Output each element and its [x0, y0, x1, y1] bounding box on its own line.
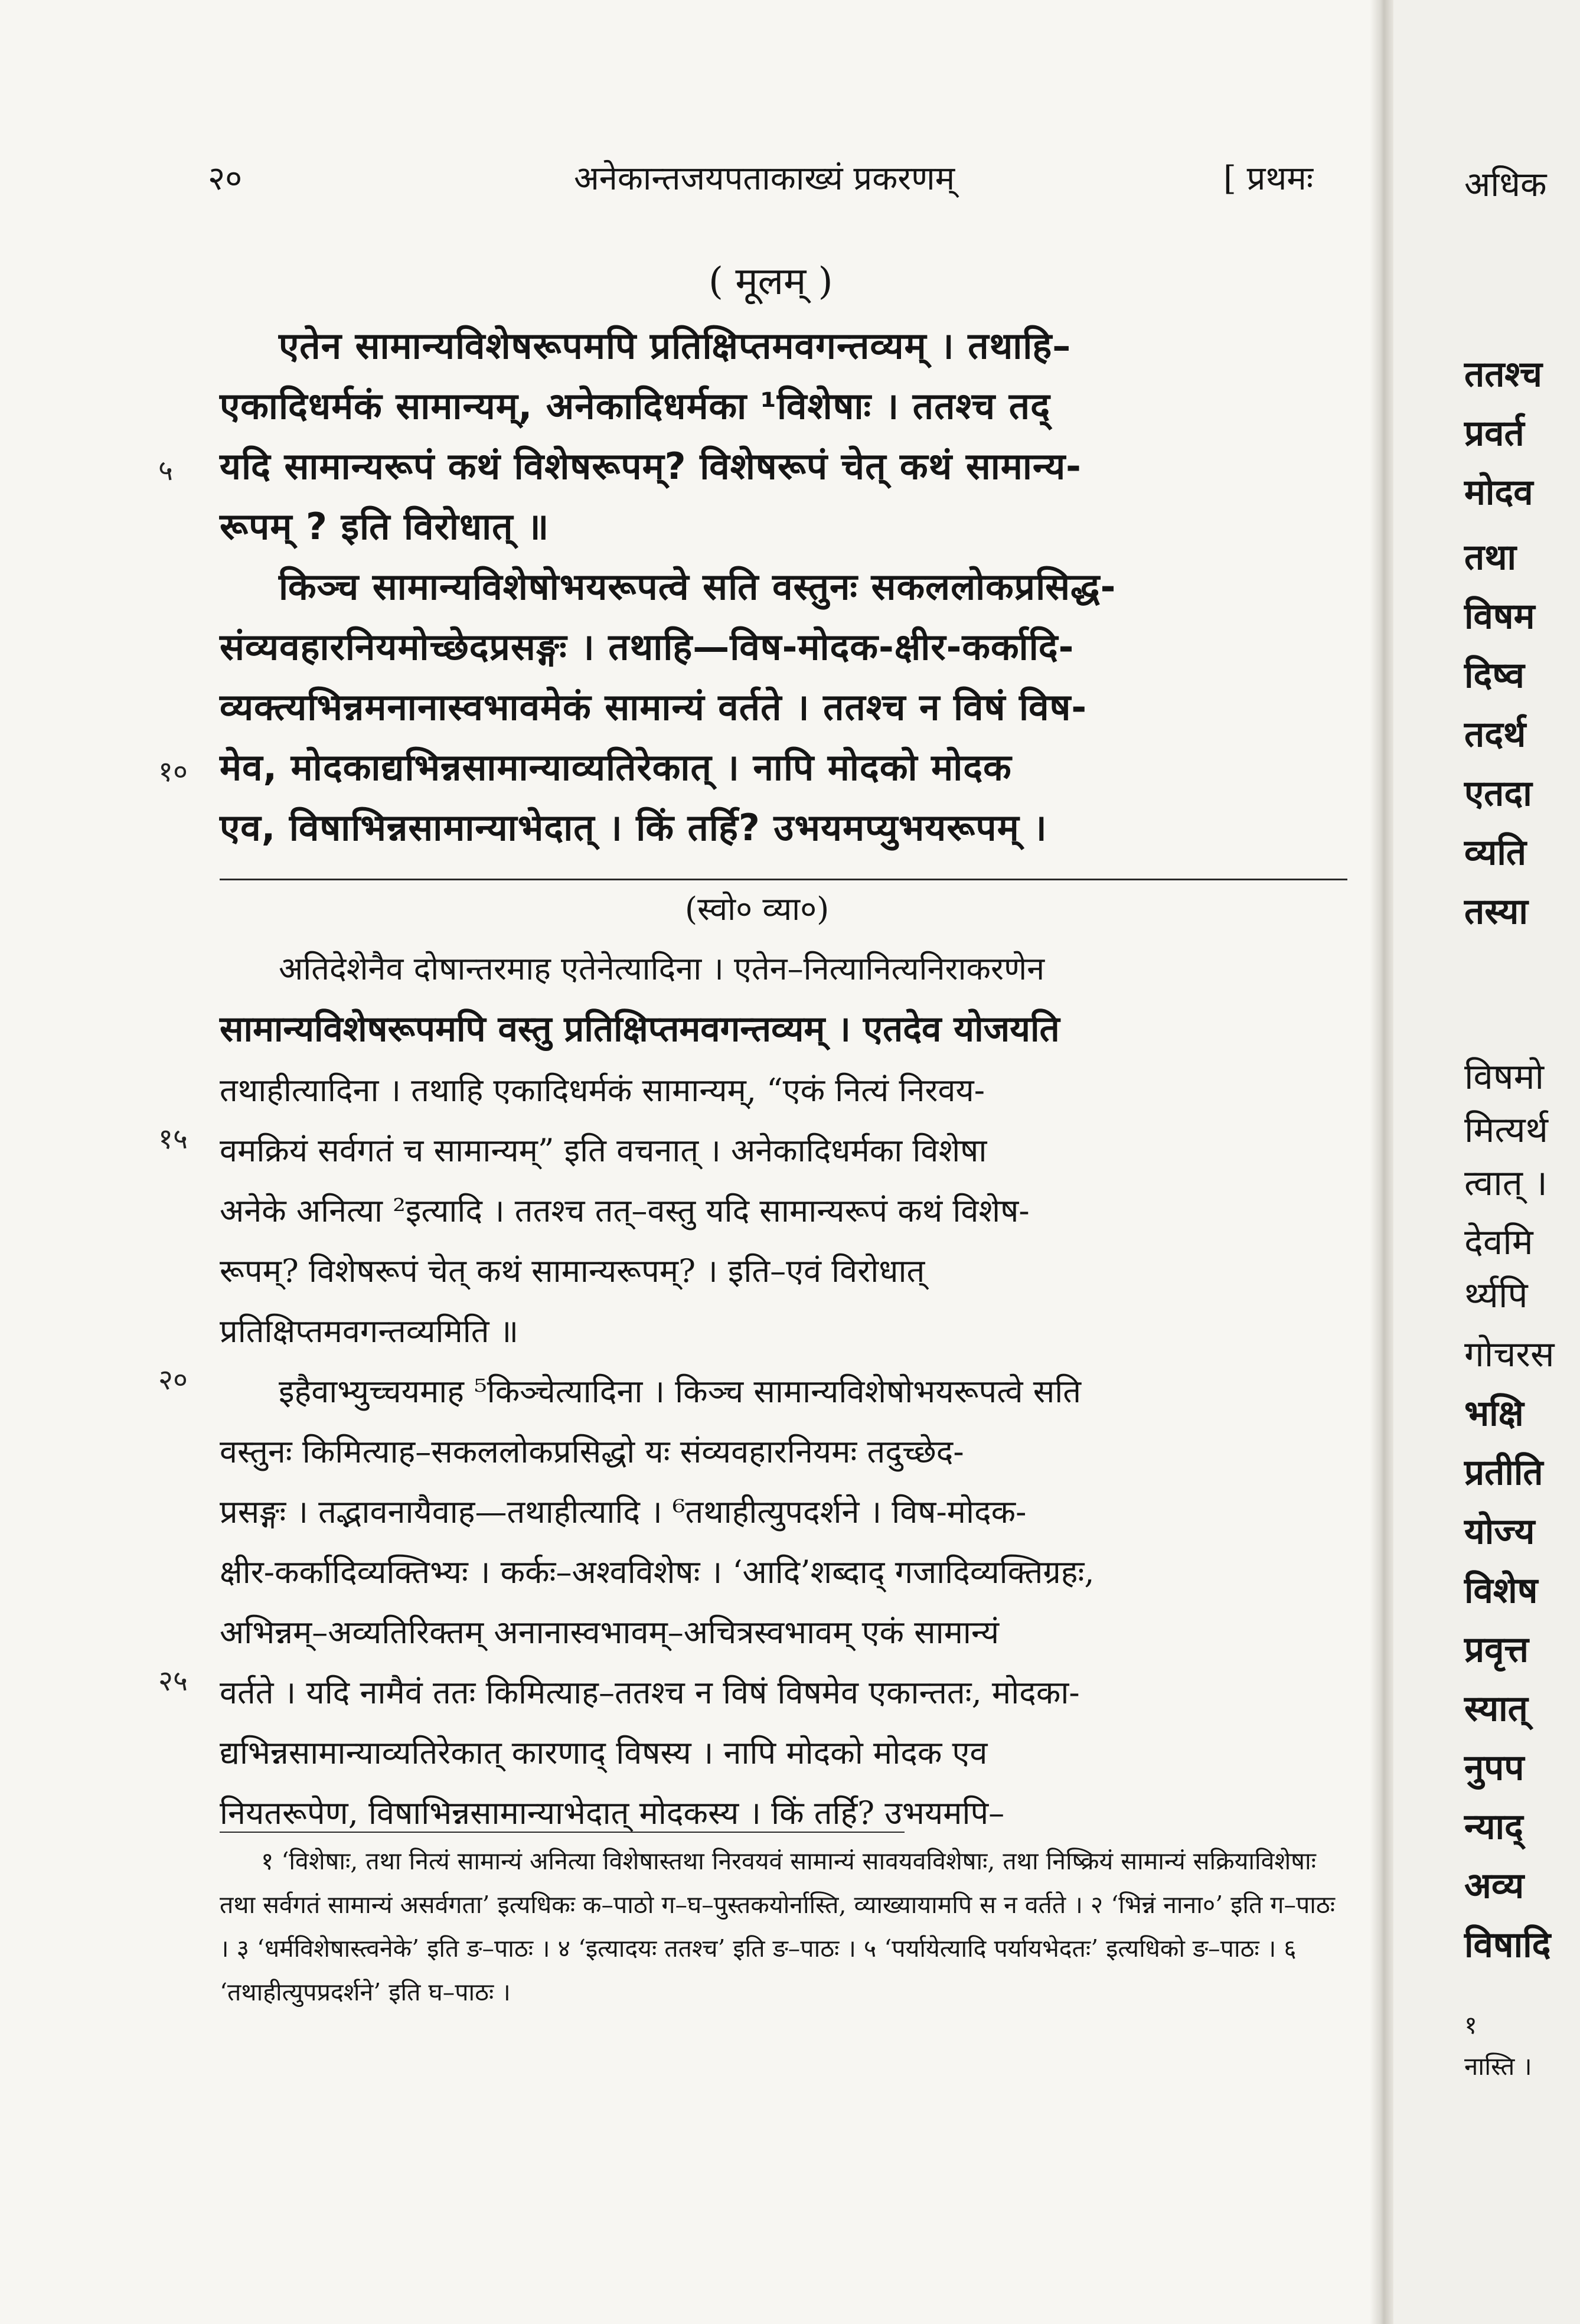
line-number-15: १५	[158, 1122, 188, 1156]
mula-line: एकादिधर्मकं सामान्यम्, अनेकादिधर्मका ¹विशेषाः । ततश्च तद्	[220, 384, 1050, 427]
facing-line: र्थ्यपि	[1464, 1275, 1528, 1316]
facing-line: अव्य	[1464, 1865, 1524, 1907]
facing-footnote: नास्ति ।	[1464, 2052, 1532, 2081]
mula-heading: ( मूलम् )	[709, 260, 833, 303]
line-number-5: ५	[158, 454, 173, 487]
section-divider	[220, 879, 1347, 880]
mula-line: किञ्च सामान्यविशेषोभयरूपत्वे सति वस्तुनः सकललोकप्रसिद्ध-	[279, 565, 1117, 608]
facing-line: मोदव	[1464, 472, 1533, 513]
vyakhya-line: वर्तते । यदि नामैवं ततः किमित्याह–ततश्च न विषं विषमेव एकान्ततः, मोदका-	[220, 1674, 1080, 1711]
facing-line: देवमि	[1464, 1222, 1533, 1263]
vyakhya-line: अनेके अनित्या ²इत्यादि । ततश्च तत्–वस्तु यदि सामान्यरूपं कथं विशेष-	[220, 1192, 1030, 1229]
mula-paragraph-1	[220, 316, 1347, 557]
facing-line: न्याद्	[1464, 1806, 1523, 1848]
vyakhya-paragraph-1	[220, 939, 1347, 1362]
mula-line: एव, विषाभिन्नसामान्याभेदात् । किं तर्हि? उभयमप्युभयरूपम् ।	[220, 806, 1047, 849]
book-gutter	[1370, 0, 1393, 2324]
facing-line: तस्या	[1464, 891, 1528, 932]
line-number-20: २०	[158, 1363, 188, 1396]
facing-line: प्रवर्त	[1464, 413, 1524, 454]
vyakhya-line: वस्तुनः किमित्याह–सकललोकप्रसिद्धो यः संव्यवहारनियमः तदुच्छेद-	[220, 1433, 964, 1470]
page-number: २०	[208, 159, 243, 198]
vyakhya-paragraph-2	[220, 1362, 1347, 1843]
vyakhya-line: प्रतिक्षिप्तमवगन्तव्यमिति ॥	[220, 1313, 519, 1350]
mula-line: यदि सामान्यरूपं कथं विशेषरूपम्? विशेषरूपं चेत् कथं सामान्य-	[220, 445, 1082, 488]
running-head	[208, 155, 1401, 208]
facing-line: व्यति	[1464, 832, 1527, 873]
facing-line: मित्यर्थ	[1464, 1109, 1548, 1151]
vyakhya-line: द्यभिन्नसामान्याव्यतिरेकात् कारणाद् विषस्य । नापि मोदको मोदक एव	[220, 1734, 988, 1771]
facing-line: विषम	[1464, 596, 1535, 637]
facing-line: विशेष	[1464, 1570, 1538, 1611]
facing-line: भक्षि	[1464, 1393, 1524, 1434]
facing-line: योज्य	[1464, 1511, 1535, 1552]
vyakhya-line: रूपम्? विशेषरूपं चेत् कथं सामान्यरूपम्? । इति–एवं विरोधात्	[220, 1252, 925, 1290]
vyakhya-line: तथाहीत्यादिना । तथाहि एकादिधर्मकं सामान्यम्, “एकं नित्यं निरवय-	[220, 1072, 985, 1109]
facing-line: एतदा	[1464, 773, 1532, 814]
facing-line: प्रतीति	[1464, 1452, 1543, 1493]
facing-line: विषमो	[1464, 1056, 1544, 1098]
vyakhya-line: अभिन्नम्–अव्यतिरिक्तम् अनानास्वभावम्–अचित्रस्वभावम् एकं सामान्यं	[220, 1614, 1000, 1651]
mula-line: संव्यवहारनियमोच्छेदप्रसङ्गः । तथाहि—विष-मोदक-क्षीर-कर्कादि-	[220, 625, 1075, 668]
facing-line: विषादि	[1464, 1924, 1551, 1966]
vyakhya-line: अतिदेशेनैव दोषान्तरमाह एतेनेत्यादिना । एतेन–नित्यानित्यनिराकरणेन	[279, 950, 1045, 987]
book-title: अनेकान्तजयपताकाख्यं प्रकरणम्	[574, 159, 955, 198]
line-number-10: १०	[158, 755, 188, 788]
facing-page-edge	[1393, 0, 1580, 2324]
vyakhya-line: प्रसङ्गः । तद्भावनायैवाह—तथाहीत्यादि । ⁶तथाहीत्युपदर्शने । विष-मोदक-	[220, 1493, 1027, 1530]
mula-text	[220, 316, 1347, 858]
facing-line: स्यात्	[1464, 1688, 1528, 1729]
line-number-25: २५	[158, 1664, 188, 1698]
facing-line: ततश्च	[1464, 354, 1542, 395]
facing-line: तदर्थ	[1464, 714, 1526, 755]
facing-line: तथा	[1464, 537, 1517, 578]
facing-footnote: १	[1464, 2010, 1477, 2039]
facing-line: त्वात् ।	[1464, 1163, 1548, 1204]
facing-line: दिष्व	[1464, 655, 1524, 696]
facing-line: प्रवृत्त	[1464, 1629, 1529, 1670]
vyakhya-line: सामान्यविशेषरूपमपि वस्तु प्रतिक्षिप्तमवगन्तव्यम् । एतदेव योजयति	[220, 1008, 1060, 1050]
facing-line: नुपप	[1464, 1747, 1524, 1788]
footnote-text: १ ‘विशेषाः, तथा नित्यं सामान्यं अनित्या विशेषास्तथा निरवयवं सामान्यं सावयवविशेषाः, तथा निष्क्रियं सामान्यं सक्रियाविशेषाः तथा सर्वगतं सामान्यं असर्वगता’ इत्यधिकः क–पाठो ग–घ–पुस्तकयोर्नास्ति, व्याख्यायामपि स न वर्तते । २ ‘भिन्नं नाना०’ इति ग–पाठः । ३ ‘धर्मविशेषास्त्वनेके’ इति ङ–पाठः । ४ ‘इत्यादयः ततश्च’ इति ङ–पाठः । ५ ‘पर्यायेत्यादि पर्यायभेदतः’ इत्यधिको ङ–पाठः । ६ ‘तथाहीत्युपप्रदर्शने’ इति घ–पाठः ।	[220, 1847, 1336, 2006]
footnote-divider	[220, 1832, 905, 1833]
mula-paragraph-2	[220, 557, 1347, 858]
vyakhya-line: वमक्रियं सर्वगतं च सामान्यम्” इति वचनात् । अनेकादिधर्मका विशेषा	[220, 1132, 987, 1169]
vyakhya-line: क्षीर-कर्कादिव्यक्तिभ्यः । कर्कः–अश्वविशेषः । ‘आदि’शब्दाद् गजादिव्यक्तिग्रहः,	[220, 1553, 1095, 1591]
mula-line: मेव, मोदकाद्यभिन्नसामान्याव्यतिरेकात् । नापि मोदको मोदक	[220, 746, 1012, 789]
footnotes	[220, 1839, 1347, 2014]
facing-line: गोचरस	[1464, 1334, 1555, 1375]
vyakhya-text	[220, 939, 1347, 1843]
vyakhya-line: नियतरूपेण, विषाभिन्नसामान्याभेदात् मोदकस्य । किं तर्हि? उभयमपि–	[220, 1794, 1005, 1832]
mula-line: एतेन सामान्यविशेषरूपमपि प्रतिक्षिप्तमवगन्तव्यम् । तथाहि–	[279, 324, 1072, 367]
facing-page-head: अधिक	[1464, 164, 1547, 204]
vyakhya-heading: (स्वो० व्या०)	[685, 890, 830, 928]
chapter-label: [ प्रथमः	[1223, 159, 1314, 198]
vyakhya-line: इहैवाभ्युच्चयमाह ⁵किञ्चेत्यादिना । किञ्च सामान्यविशेषोभयरूपत्वे सति	[279, 1373, 1081, 1410]
mula-line: व्यक्त्यभिन्नमनानास्वभावमेकं सामान्यं वर्तते । ततश्च न विषं विष-	[220, 686, 1088, 729]
mula-line: रूपम् ? इति विरोधात् ॥	[220, 505, 550, 548]
